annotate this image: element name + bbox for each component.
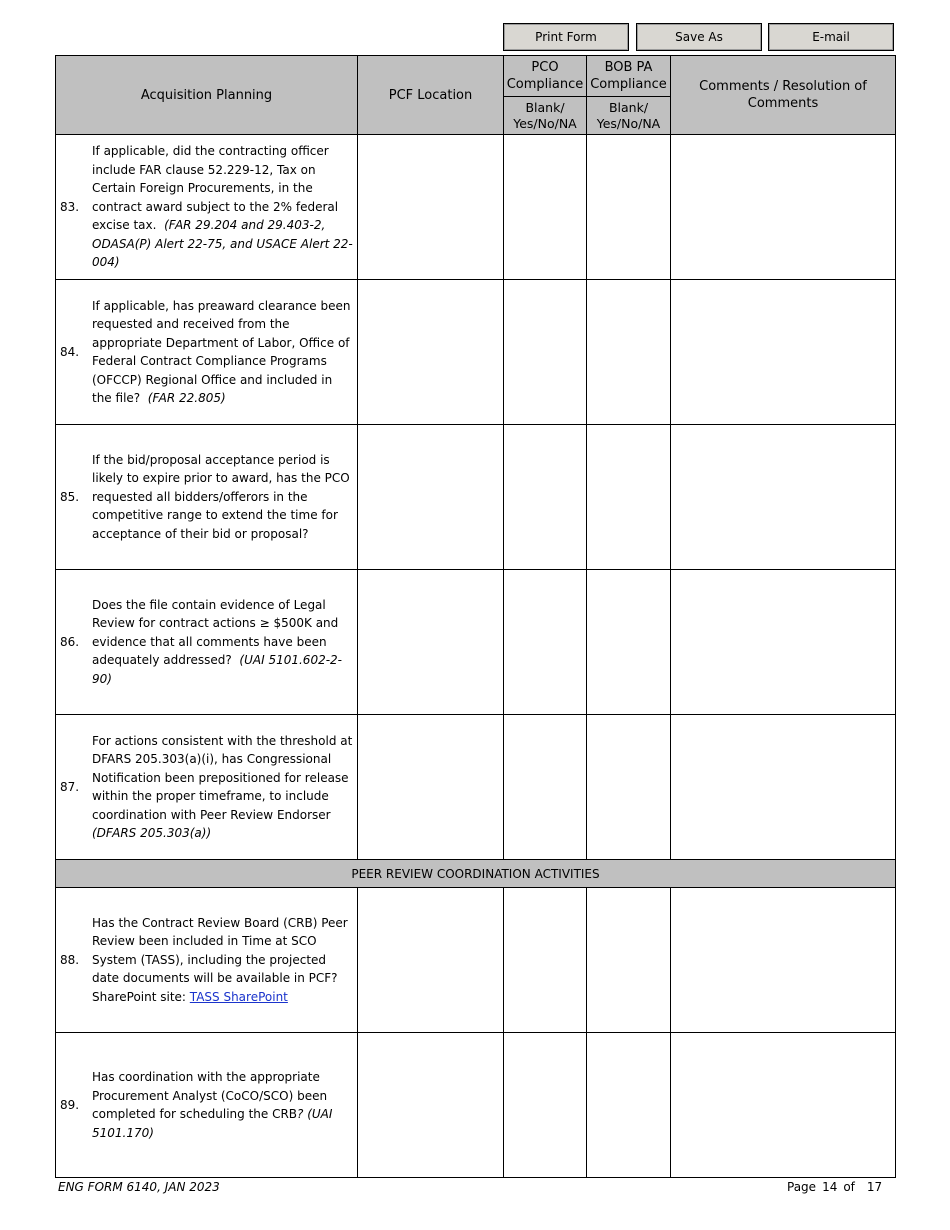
bob-compliance-field[interactable] <box>587 1033 671 1178</box>
item-text: Does the file contain evidence of Legal Review for contract actions ≥ $500K and evidence that all comments have been adequately addressed? (UAI 5101.602-2-90) <box>92 597 343 686</box>
pcf-location-field[interactable] <box>358 425 504 570</box>
comments-field[interactable] <box>671 888 896 1033</box>
bob-compliance-field[interactable] <box>587 425 671 570</box>
comments-field[interactable] <box>671 135 896 280</box>
item-number: 83. <box>60 200 80 214</box>
item-text: If applicable, has preaward clearance been requested and received from the appropriate Department of Labor, Office of Federal Contract Compliance Programs (OFCCP) Regional Office and included in the file? (FAR 22.805) <box>92 298 351 405</box>
item-text: If applicable, did the contracting officer include FAR clause 52.229-12, Tax on Certain Foreign Procurements, in the contract award subject to the 2% federal excise tax. (FAR 29.204 and 29.403-2, ODASA(P) Alert 22-75, and USACE Alert 22-004) <box>92 144 353 270</box>
pcf-location-field[interactable] <box>358 570 504 715</box>
email-button[interactable]: E-mail <box>768 23 894 51</box>
pco-compliance-field[interactable] <box>504 280 587 425</box>
table-row <box>56 135 896 280</box>
comments-field[interactable] <box>671 570 896 715</box>
pcf-location-field[interactable] <box>358 135 504 280</box>
header-pcf-location: PCF Location <box>358 56 504 135</box>
header-pco-compliance: PCO Compliance <box>504 56 587 97</box>
table-row <box>56 715 896 860</box>
pco-compliance-field[interactable] <box>504 1033 587 1178</box>
pcf-location-field[interactable] <box>358 1033 504 1178</box>
pcf-location-field[interactable] <box>358 280 504 425</box>
table-row <box>56 1033 896 1178</box>
header-bob-compliance: BOB PA Compliance <box>587 56 671 97</box>
item-text: Has the Contract Review Board (CRB) Peer Review been included in Time at SCO System (TASS), including the projected date documents will be available in PCF? SharePoint site: TASS SharePoint <box>92 915 348 1004</box>
item-text: For actions consistent with the threshold at DFARS 205.303(a)(i), has Congressional Notification been prepositioned for release within the proper timeframe, to include coordination with Peer Review Endorser (DFARS 205.303(a)) <box>92 733 353 840</box>
page-number: Page 14 of 17 <box>787 1180 883 1194</box>
table-row <box>56 570 896 715</box>
comments-field[interactable] <box>671 715 896 860</box>
pcf-location-field[interactable] <box>358 888 504 1033</box>
header-bob-options: Blank/ Yes/No/NA <box>587 97 671 135</box>
bob-compliance-field[interactable] <box>587 135 671 280</box>
tass-sharepoint-link[interactable]: TASS SharePoint <box>189 989 288 1004</box>
bob-compliance-field[interactable] <box>587 715 671 860</box>
comments-field[interactable] <box>671 425 896 570</box>
form-actions <box>503 23 894 51</box>
save-as-button[interactable]: Save As <box>636 23 762 51</box>
item-number: 88. <box>60 953 80 967</box>
bob-compliance-field[interactable] <box>587 888 671 1033</box>
item-number: 86. <box>60 635 80 649</box>
item-number: 85. <box>60 490 80 504</box>
bob-compliance-field[interactable] <box>587 570 671 715</box>
table-row <box>56 425 896 570</box>
section-header: PEER REVIEW COORDINATION ACTIVITIES <box>56 860 896 888</box>
item-number: 84. <box>60 345 80 359</box>
pco-compliance-field[interactable] <box>504 888 587 1033</box>
pco-compliance-field[interactable] <box>504 570 587 715</box>
item-text: If the bid/proposal acceptance period is likely to expire prior to award, has the PCO requested all bidders/offerors in the competitive range to extend the time for acceptance of their bid or proposal? <box>92 452 350 541</box>
pco-compliance-field[interactable] <box>504 715 587 860</box>
pco-compliance-field[interactable] <box>504 425 587 570</box>
table-row <box>56 888 896 1033</box>
pcf-location-field[interactable] <box>358 715 504 860</box>
header-acquisition-planning: Acquisition Planning <box>56 56 358 135</box>
table-row <box>56 280 896 425</box>
item-number: 89. <box>60 1098 80 1112</box>
bob-compliance-field[interactable] <box>587 280 671 425</box>
form-identifier: ENG FORM 6140, JAN 2023 <box>58 1180 220 1194</box>
checklist-table <box>55 55 896 1178</box>
header-comments: Comments / Resolution of Comments <box>671 56 896 135</box>
print-form-button[interactable]: Print Form <box>503 23 629 51</box>
header-pco-options: Blank/ Yes/No/NA <box>504 97 587 135</box>
pco-compliance-field[interactable] <box>504 135 587 280</box>
item-number: 87. <box>60 780 80 794</box>
item-text: Has coordination with the appropriate Procurement Analyst (CoCO/SCO) been completed for scheduling the CRB? (UAI 5101.170) <box>92 1070 333 1140</box>
comments-field[interactable] <box>671 280 896 425</box>
comments-field[interactable] <box>671 1033 896 1178</box>
